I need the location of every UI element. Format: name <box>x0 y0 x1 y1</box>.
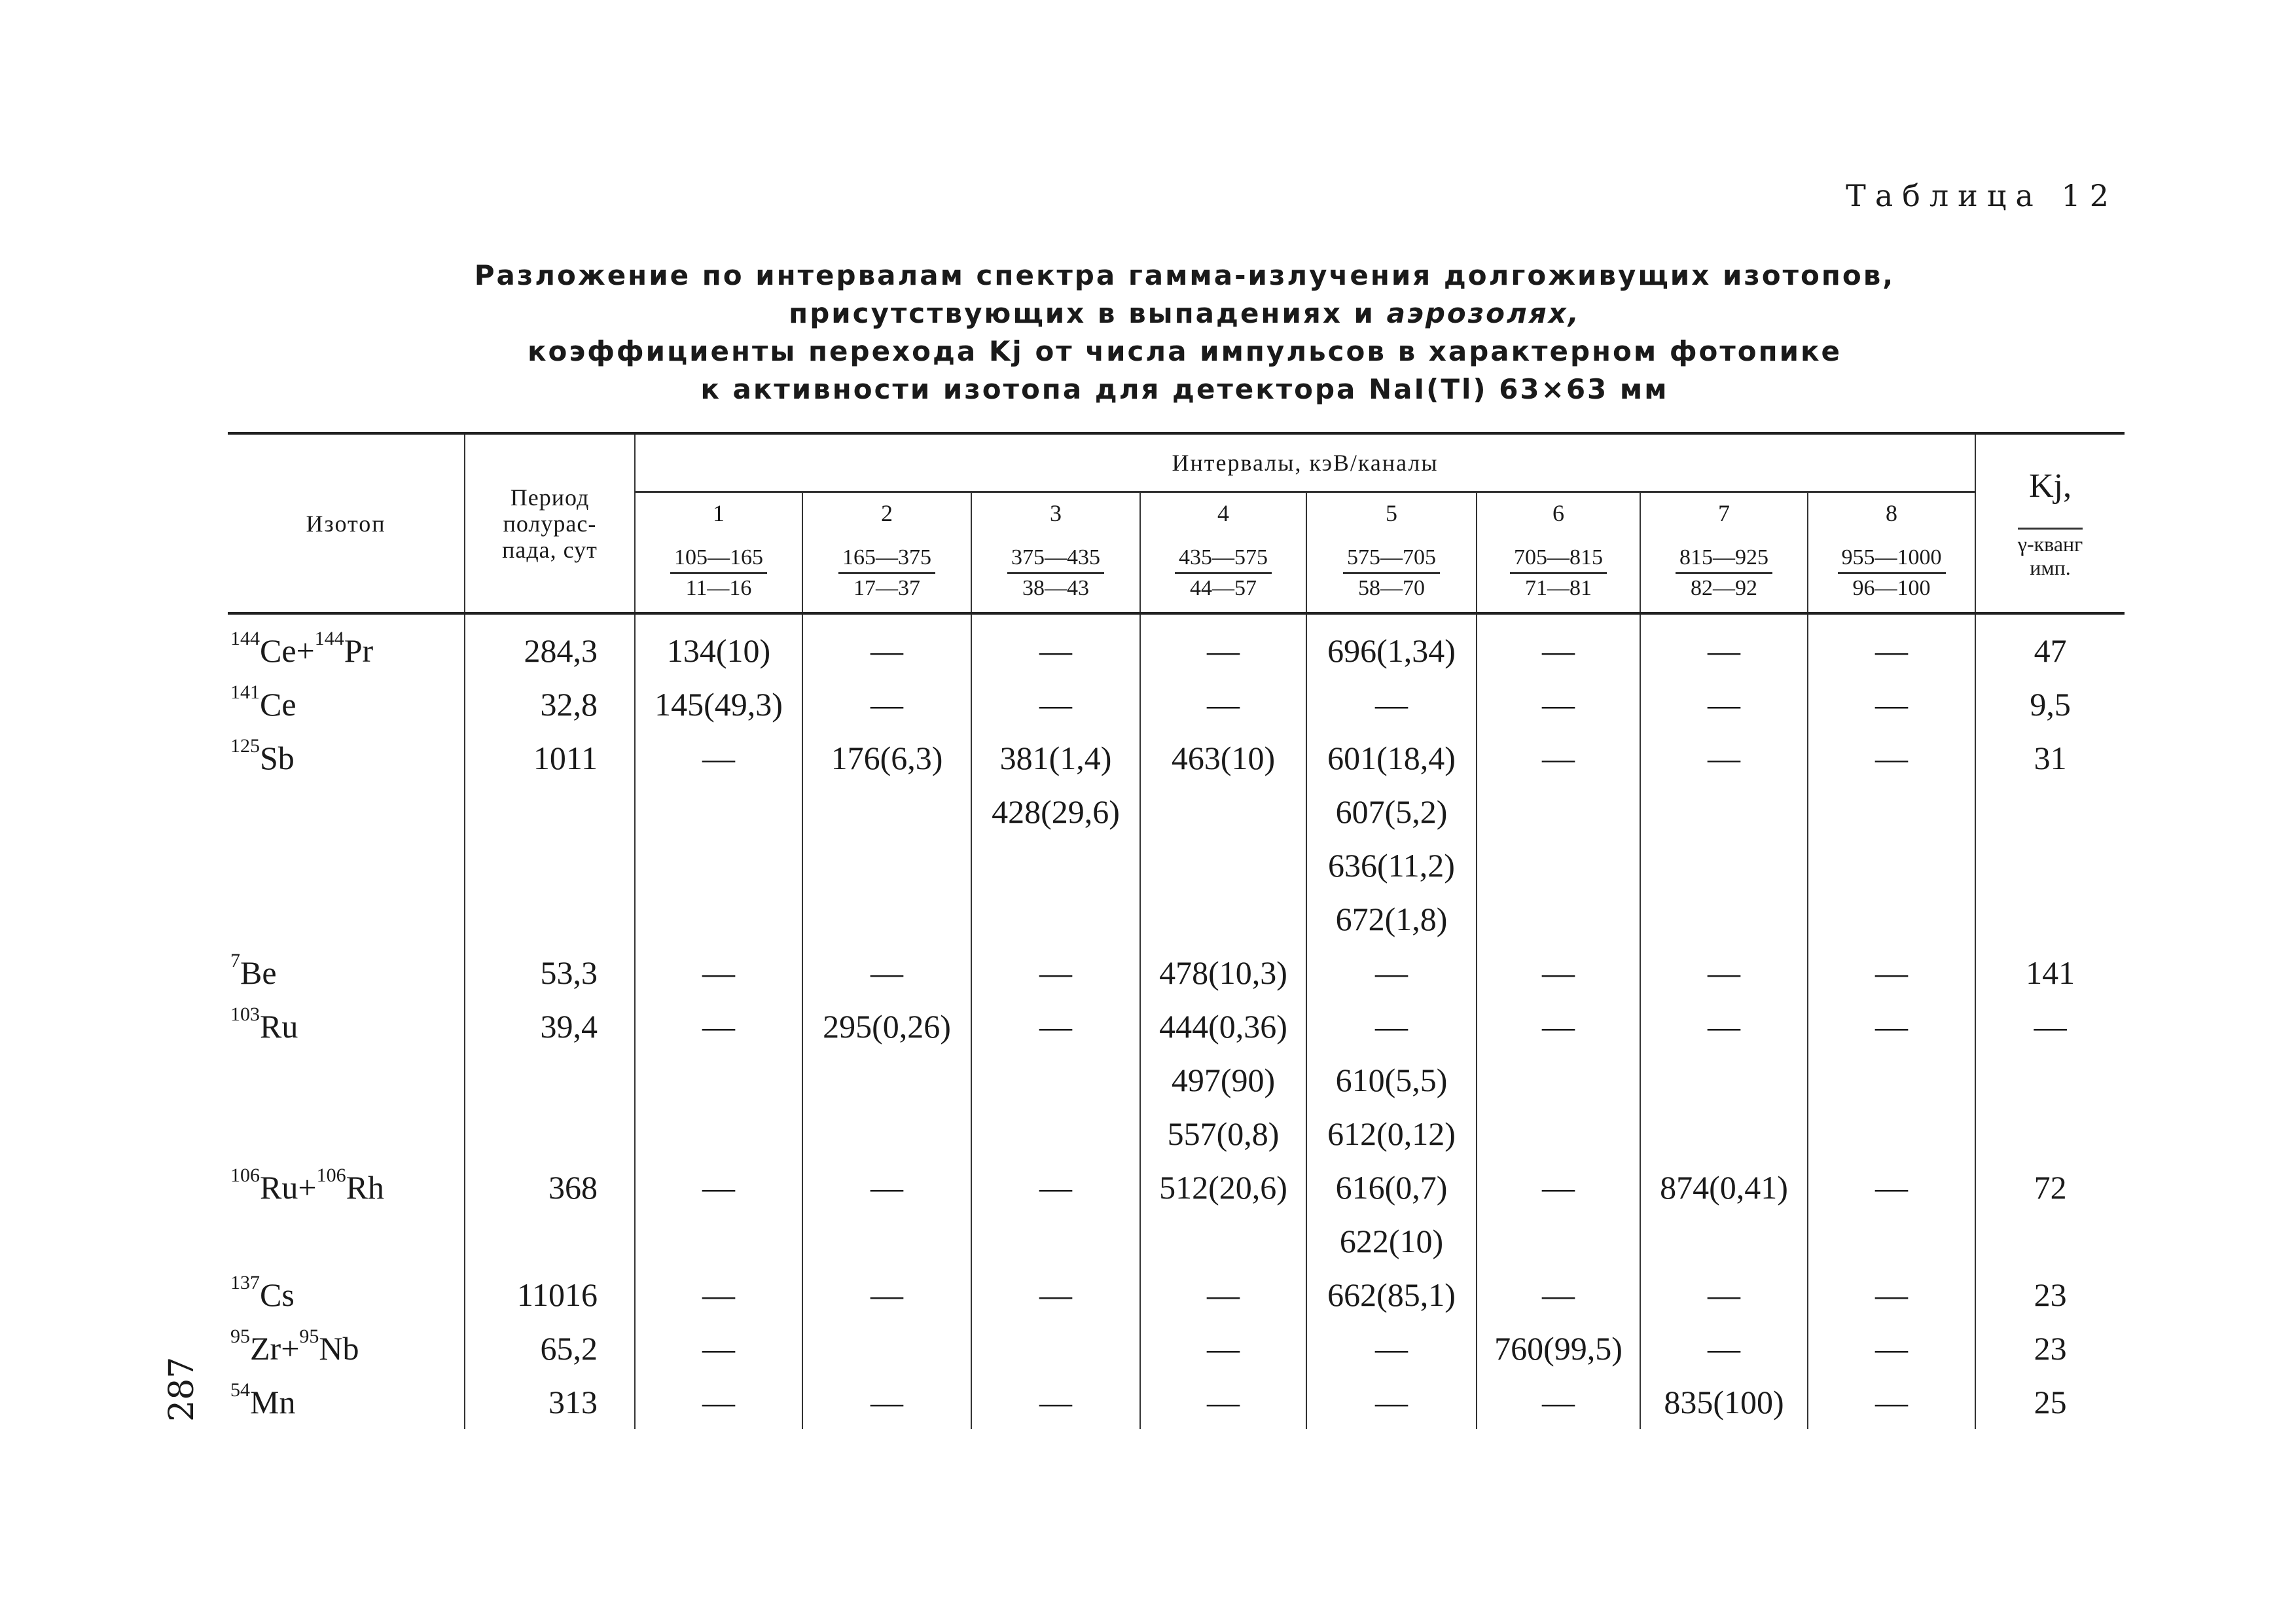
element-symbol: Be <box>240 954 277 991</box>
header-intervals-group: Интервалы, кэВ/каналы <box>635 433 1975 492</box>
interval-cell: — <box>1477 1161 1640 1214</box>
interval-cell: — <box>1640 946 1808 1000</box>
table-row <box>228 1053 2125 1107</box>
interval-cell: — <box>971 1375 1140 1429</box>
interval-cell <box>971 892 1140 946</box>
interval-cell: 478(10,3) <box>1140 946 1306 1000</box>
kj-cell: 23 <box>1975 1322 2125 1375</box>
interval-cell <box>1477 785 1640 839</box>
mass-number: 103 <box>230 1003 260 1025</box>
table-label: Таблица 12 <box>1846 178 2118 213</box>
interval-cell: 760(99,5) <box>1477 1322 1640 1375</box>
interval-cell <box>1477 839 1640 892</box>
kj-cell: 47 <box>1975 613 2125 677</box>
interval-cell <box>802 1214 971 1268</box>
interval-cell: — <box>971 677 1140 731</box>
interval-cell: — <box>1808 1322 1975 1375</box>
interval-channels: 82—92 <box>1691 575 1757 600</box>
table-row <box>228 1000 2125 1053</box>
interval-number: 7 <box>1640 492 1808 534</box>
interval-channels: 96—100 <box>1852 575 1931 600</box>
interval-cell: 612(0,12) <box>1306 1107 1477 1161</box>
table-body <box>228 613 2125 1429</box>
mass-number: 7 <box>230 950 240 971</box>
table-row <box>228 1161 2125 1214</box>
interval-range <box>1306 533 1477 613</box>
interval-cell <box>1808 1053 1975 1107</box>
interval-cell: — <box>971 1161 1140 1214</box>
interval-number: 2 <box>802 492 971 534</box>
interval-cell: — <box>1808 1161 1975 1214</box>
interval-cell: — <box>1306 946 1477 1000</box>
interval-cell <box>802 892 971 946</box>
table-row <box>228 785 2125 839</box>
period-cell: 1011 <box>465 731 635 785</box>
interval-cell: 134(10) <box>635 613 802 677</box>
interval-cell: 610(5,5) <box>1306 1053 1477 1107</box>
element-symbol: Sb <box>260 740 295 776</box>
interval-range <box>1140 533 1306 613</box>
interval-cell: — <box>971 1268 1140 1322</box>
element-symbol: Rh <box>346 1169 384 1206</box>
interval-cell: — <box>1140 1375 1306 1429</box>
kj-cell <box>1975 1053 2125 1107</box>
interval-cell: 381(1,4) <box>971 731 1140 785</box>
period-cell <box>465 1053 635 1107</box>
table-row <box>228 1107 2125 1161</box>
header-kj: Kj, γ-кванг имп. <box>1975 433 2125 613</box>
interval-cell <box>1808 785 1975 839</box>
period-cell <box>465 785 635 839</box>
isotope-cell <box>228 731 465 785</box>
title-line-4: к активности изотопа для детектора NaI(Tl) 63×63 мм <box>700 373 1669 405</box>
interval-channels: 44—57 <box>1190 575 1257 600</box>
interval-kev: 815—925 <box>1676 543 1772 574</box>
interval-cell: 672(1,8) <box>1306 892 1477 946</box>
title-line-3: коэффициенты перехода Kj от числа импульсов в характерном фотопике <box>527 335 1842 367</box>
interval-cell: 607(5,2) <box>1306 785 1477 839</box>
interval-cell: — <box>1640 1000 1808 1053</box>
interval-number: 5 <box>1306 492 1477 534</box>
header-isotope: Изотоп <box>306 510 386 537</box>
interval-cell: — <box>1477 1268 1640 1322</box>
interval-cell: — <box>1640 613 1808 677</box>
kj-cell <box>1975 1107 2125 1161</box>
isotope-cell <box>228 1375 465 1429</box>
interval-channels: 71—81 <box>1525 575 1592 600</box>
interval-kev: 105—165 <box>670 543 767 574</box>
interval-number: 1 <box>635 492 802 534</box>
interval-cell <box>1140 1214 1306 1268</box>
interval-cell: — <box>1640 731 1808 785</box>
kj-cell: 25 <box>1975 1375 2125 1429</box>
title-line-2: присутствующих в выпадениях и аэрозолях, <box>789 297 1581 329</box>
interval-cell: — <box>1477 613 1640 677</box>
period-cell: 313 <box>465 1375 635 1429</box>
interval-cell: — <box>1808 677 1975 731</box>
title-italic-part: аэрозолях, <box>1386 297 1581 329</box>
interval-channels: 58—70 <box>1358 575 1425 600</box>
isotope-cell <box>228 613 465 677</box>
interval-cell <box>1477 892 1640 946</box>
interval-cell: — <box>635 1161 802 1214</box>
interval-cell: — <box>1140 613 1306 677</box>
interval-cell: — <box>802 946 971 1000</box>
period-cell: 11016 <box>465 1268 635 1322</box>
period-cell <box>465 892 635 946</box>
interval-kev: 705—815 <box>1510 543 1607 574</box>
interval-cell: 636(11,2) <box>1306 839 1477 892</box>
interval-range <box>1477 533 1640 613</box>
interval-cell <box>971 1322 1140 1375</box>
period-cell: 284,3 <box>465 613 635 677</box>
interval-cell: 616(0,7) <box>1306 1161 1477 1214</box>
interval-number: 4 <box>1140 492 1306 534</box>
interval-range <box>971 533 1140 613</box>
mass-number: 141 <box>230 681 260 703</box>
isotope-cell <box>228 677 465 731</box>
element-symbol: Mn <box>250 1384 296 1420</box>
title-line-1: Разложение по интервалам спектра гамма-излучения долгоживущих изотопов, <box>474 259 1895 291</box>
interval-cell: — <box>802 613 971 677</box>
interval-cell: — <box>1306 1375 1477 1429</box>
period-cell <box>465 839 635 892</box>
table-row <box>228 1214 2125 1268</box>
interval-cell: — <box>1477 946 1640 1000</box>
interval-cell: 444(0,36) <box>1140 1000 1306 1053</box>
interval-cell <box>635 892 802 946</box>
interval-cell: — <box>635 1268 802 1322</box>
interval-cell <box>1477 1053 1640 1107</box>
interval-cell <box>1808 1107 1975 1161</box>
interval-cell: 696(1,34) <box>1306 613 1477 677</box>
element-symbol: Nb <box>319 1330 359 1367</box>
header-period: Период полурас- пада, сут <box>465 433 635 613</box>
interval-cell <box>802 1053 971 1107</box>
table-header <box>228 433 2125 613</box>
interval-cell: — <box>971 1000 1140 1053</box>
interval-cell: — <box>971 613 1140 677</box>
interval-cell <box>1808 1214 1975 1268</box>
interval-cell <box>802 785 971 839</box>
interval-cell: — <box>1140 1322 1306 1375</box>
interval-cell: — <box>1477 1000 1640 1053</box>
interval-cell: — <box>802 1375 971 1429</box>
interval-cell <box>1640 1107 1808 1161</box>
interval-range <box>1808 533 1975 613</box>
isotope-cell <box>228 1322 465 1375</box>
interval-cell: — <box>635 1000 802 1053</box>
interval-cell <box>1477 1107 1640 1161</box>
interval-cell: — <box>1306 1322 1477 1375</box>
interval-cell <box>1808 839 1975 892</box>
interval-cell: — <box>1140 1268 1306 1322</box>
interval-cell <box>802 1322 971 1375</box>
table-row <box>228 677 2125 731</box>
isotope-spectrum-table <box>228 432 2125 1429</box>
isotope-cell <box>228 1107 465 1161</box>
interval-range <box>635 533 802 613</box>
interval-cell: 662(85,1) <box>1306 1268 1477 1322</box>
mass-number: 54 <box>230 1379 250 1401</box>
interval-cell <box>635 1107 802 1161</box>
isotope-cell <box>228 946 465 1000</box>
interval-cell <box>1477 1214 1640 1268</box>
interval-kev: 955—1000 <box>1838 543 1946 574</box>
interval-cell: — <box>1640 677 1808 731</box>
period-cell: 32,8 <box>465 677 635 731</box>
interval-cell <box>635 1053 802 1107</box>
interval-number: 3 <box>971 492 1140 534</box>
kj-cell <box>1975 839 2125 892</box>
interval-channels: 38—43 <box>1022 575 1089 600</box>
interval-cell: — <box>1306 1000 1477 1053</box>
interval-cell: 557(0,8) <box>1140 1107 1306 1161</box>
interval-cell <box>635 839 802 892</box>
interval-cell <box>971 839 1140 892</box>
kj-cell <box>1975 1214 2125 1268</box>
interval-cell: — <box>1477 1375 1640 1429</box>
isotope-cell <box>228 1161 465 1214</box>
kj-cell: 23 <box>1975 1268 2125 1322</box>
table-row <box>228 839 2125 892</box>
table-row <box>228 1322 2125 1375</box>
interval-cell <box>971 1107 1140 1161</box>
kj-cell: 141 <box>1975 946 2125 1000</box>
interval-range <box>802 533 971 613</box>
table-row <box>228 1268 2125 1322</box>
interval-cell: — <box>1477 677 1640 731</box>
kj-cell <box>1975 785 2125 839</box>
interval-cell <box>802 839 971 892</box>
mass-number: 137 <box>230 1272 260 1293</box>
interval-cell: — <box>635 731 802 785</box>
element-symbol: Ru+ <box>260 1169 317 1206</box>
interval-cell: — <box>635 1375 802 1429</box>
interval-cell: — <box>1477 731 1640 785</box>
interval-cell <box>1140 892 1306 946</box>
interval-cell: — <box>1640 1268 1808 1322</box>
interval-cell <box>635 785 802 839</box>
interval-cell: 622(10) <box>1306 1214 1477 1268</box>
interval-cell <box>971 1053 1140 1107</box>
interval-cell: — <box>1140 677 1306 731</box>
mass-number: 125 <box>230 735 260 757</box>
interval-cell: 835(100) <box>1640 1375 1808 1429</box>
kj-cell: — <box>1975 1000 2125 1053</box>
kj-cell: 31 <box>1975 731 2125 785</box>
isotope-cell <box>228 785 465 839</box>
isotope-cell <box>228 839 465 892</box>
mass-number: 106 <box>316 1164 346 1186</box>
interval-cell <box>1640 892 1808 946</box>
isotope-cell <box>228 892 465 946</box>
table-row <box>228 613 2125 677</box>
interval-kev: 435—575 <box>1175 543 1272 574</box>
interval-channels: 17—37 <box>853 575 920 600</box>
interval-cell <box>1140 785 1306 839</box>
interval-cell <box>802 1107 971 1161</box>
interval-cell: — <box>1808 1268 1975 1322</box>
mass-number: 95 <box>299 1326 319 1347</box>
kj-cell: 9,5 <box>1975 677 2125 731</box>
period-cell: 368 <box>465 1161 635 1214</box>
period-cell <box>465 1214 635 1268</box>
interval-cell <box>1140 839 1306 892</box>
isotope-cell <box>228 1214 465 1268</box>
interval-kev: 375—435 <box>1007 543 1104 574</box>
table-row <box>228 1375 2125 1429</box>
interval-cell: — <box>1808 946 1975 1000</box>
interval-cell: 145(49,3) <box>635 677 802 731</box>
interval-cell: 428(29,6) <box>971 785 1140 839</box>
isotope-cell <box>228 1000 465 1053</box>
interval-range <box>1640 533 1808 613</box>
element-symbol: Ce <box>260 686 296 723</box>
interval-cell: 512(20,6) <box>1140 1161 1306 1214</box>
interval-cell: 463(10) <box>1140 731 1306 785</box>
kj-cell: 72 <box>1975 1161 2125 1214</box>
interval-cell: — <box>971 946 1140 1000</box>
element-symbol: Pr <box>344 632 374 669</box>
interval-cell: 601(18,4) <box>1306 731 1477 785</box>
interval-cell: — <box>635 1322 802 1375</box>
element-symbol: Ru <box>260 1008 298 1045</box>
kj-cell <box>1975 892 2125 946</box>
element-symbol: Cs <box>260 1276 295 1313</box>
interval-kev: 575—705 <box>1343 543 1440 574</box>
interval-cell: — <box>1808 731 1975 785</box>
interval-cell: 176(6,3) <box>802 731 971 785</box>
interval-number: 8 <box>1808 492 1975 534</box>
interval-kev: 165—375 <box>838 543 935 574</box>
interval-cell <box>1808 892 1975 946</box>
interval-channels: 11—16 <box>685 575 752 600</box>
page-number: 287 <box>162 1356 202 1422</box>
interval-cell <box>1640 839 1808 892</box>
interval-cell: — <box>1640 1322 1808 1375</box>
interval-cell: — <box>635 946 802 1000</box>
interval-cell: — <box>802 1161 971 1214</box>
isotope-cell <box>228 1053 465 1107</box>
element-symbol: Zr+ <box>250 1330 300 1367</box>
table-title <box>419 257 1950 408</box>
interval-cell <box>1640 1053 1808 1107</box>
table-row <box>228 892 2125 946</box>
period-cell: 65,2 <box>465 1322 635 1375</box>
interval-cell: — <box>802 677 971 731</box>
interval-cell: — <box>1808 613 1975 677</box>
mass-number: 144 <box>314 628 344 649</box>
interval-cell: — <box>1306 677 1477 731</box>
table-row <box>228 946 2125 1000</box>
period-cell: 39,4 <box>465 1000 635 1053</box>
interval-cell <box>1640 1214 1808 1268</box>
interval-cell <box>635 1214 802 1268</box>
mass-number: 144 <box>230 628 260 649</box>
interval-number: 6 <box>1477 492 1640 534</box>
interval-cell: 874(0,41) <box>1640 1161 1808 1214</box>
table-row <box>228 731 2125 785</box>
element-symbol: Ce+ <box>260 632 315 669</box>
interval-cell: — <box>802 1268 971 1322</box>
period-cell <box>465 1107 635 1161</box>
interval-cell: 497(90) <box>1140 1053 1306 1107</box>
interval-cell: — <box>1808 1000 1975 1053</box>
mass-number: 106 <box>230 1164 260 1186</box>
interval-cell <box>971 1214 1140 1268</box>
interval-cell: — <box>1808 1375 1975 1429</box>
mass-number: 95 <box>230 1326 250 1347</box>
interval-cell <box>1640 785 1808 839</box>
isotope-cell <box>228 1268 465 1322</box>
interval-cell: 295(0,26) <box>802 1000 971 1053</box>
period-cell: 53,3 <box>465 946 635 1000</box>
